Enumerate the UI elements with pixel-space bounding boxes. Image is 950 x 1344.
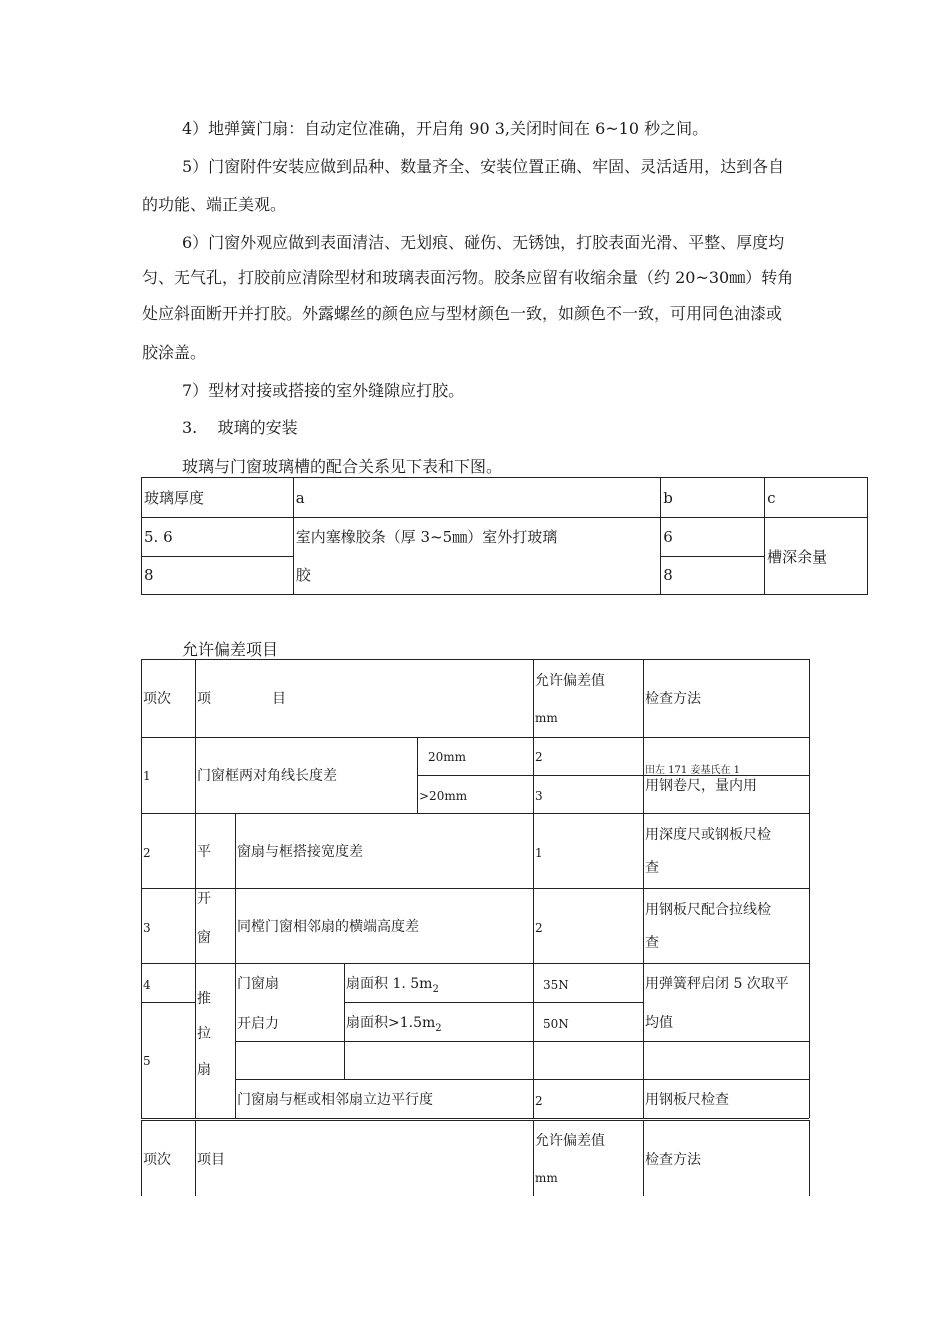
row1-no: 1: [143, 769, 151, 783]
category-push-1: 推: [197, 991, 211, 1007]
row1-value-1: 2: [535, 750, 543, 764]
cell-thickness-1: 5. 6: [142, 518, 294, 557]
tolerance-title: 允许偏差项目: [182, 640, 279, 659]
header-a: a: [293, 478, 660, 518]
header-tolerance: 允许偏差值: [535, 673, 605, 689]
row4-no: 4: [143, 978, 151, 992]
row1-spec-2: >20mm: [419, 789, 468, 803]
row4-spec-1: [346, 975, 439, 999]
category-push-3: 扇: [197, 1062, 211, 1078]
header-item-no: 项次: [143, 691, 171, 707]
row4-spec-1-text: 扇面积 1. 5m: [346, 976, 433, 992]
table-row: [142, 478, 868, 518]
cell-a-description: [293, 518, 660, 595]
row3-item: 同樘门窗相邻扇的横端高度差: [237, 919, 419, 935]
paragraph-7: 7）型材对接或搭接的室外缝隙应打胶。: [182, 381, 465, 400]
row5-item: 门窗扇与框或相邻扇立边平行度: [237, 1092, 433, 1108]
row3-value: 2: [535, 921, 543, 935]
paragraph-4: 4）地弹簧门扇：自动定位准确，开启角 90 3,关闭时间在 6~10 秒之间。: [182, 119, 709, 138]
row4-value-1: 35N: [543, 978, 569, 992]
category-open-1: 开: [197, 891, 211, 907]
footer-header-tolerance-unit: mm: [535, 1171, 558, 1185]
header-glass-thickness: 玻璃厚度: [142, 478, 294, 518]
paragraph-6-line-3: 处应斜面断开并打胶。外露螺丝的颜色应与型材颜色一致，如颜色不一致，可用同色油漆或: [142, 304, 783, 323]
paragraph-5-line-1: 5）门窗附件安装应做到品种、数量齐全、安装位置正确、牢固、灵活适用，达到各自: [182, 157, 785, 176]
cell-thickness-2: 8: [142, 556, 294, 595]
row1-method-1: 田左 171 妾基氏在 1: [645, 765, 740, 776]
row1-value-2: 3: [535, 789, 543, 803]
row4-spec-2-sub: 2: [435, 1022, 442, 1034]
row4-method-1: 用弹簧秤启闭 5 次取平: [645, 976, 789, 992]
paragraph-6-line-1: 6）门窗外观应做到表面清洁、无划痕、碰伤、无锈蚀，打胶表面光滑、平整、厚度均: [182, 233, 785, 252]
row2-no: 2: [143, 846, 151, 860]
cell-b-1: 6: [661, 518, 765, 557]
header-item-a: 项: [197, 691, 211, 707]
header-c: c: [765, 478, 868, 518]
row4-spec-2-text: 扇面积>1.5m: [346, 1015, 436, 1031]
cell-c-slot-depth: 槽深余量: [765, 518, 868, 595]
cell-a-line-2: 胶: [295, 566, 311, 584]
row1-item: 门窗框两对角线长度差: [197, 768, 337, 784]
category-push-2: 拉: [197, 1026, 211, 1042]
row1-spec-1: 20mm: [428, 750, 467, 764]
row2-method-2: 查: [645, 860, 659, 876]
row5-value: 2: [535, 1094, 543, 1108]
row5-no: 5: [143, 1054, 151, 1068]
header-method: 检查方法: [645, 691, 701, 707]
footer-header-tolerance: 允许偏差值: [535, 1133, 605, 1149]
paragraph-6-line-2: 匀、无气孔，打胶前应清除型材和玻璃表面污物。胶条应留有收缩余量（约 20~30㎜）转角: [142, 268, 794, 287]
category-flat: 平: [197, 844, 211, 860]
header-tolerance-unit: mm: [535, 711, 558, 725]
paragraph-5-line-2: 的功能、端正美观。: [142, 195, 287, 214]
row3-method-1: 用钢板尺配合拉线检: [645, 902, 771, 918]
row4-spec-2: [346, 1014, 442, 1038]
cell-b-2: 8: [661, 556, 765, 595]
row4-item-2: 开启力: [237, 1016, 279, 1032]
row3-method-2: 查: [645, 935, 659, 951]
table-row: [142, 518, 868, 557]
row4-item-1: 门窗扇: [237, 976, 279, 992]
section-heading-glass-install: 3. 玻璃的安装: [182, 418, 298, 437]
row3-no: 3: [143, 921, 151, 935]
header-b: b: [661, 478, 765, 518]
cell-a-line-1: 室内塞橡胶条（厚 3~5㎜）室外打玻璃: [295, 528, 558, 546]
footer-header-method: 检查方法: [645, 1152, 701, 1168]
footer-header-item-no: 项次: [143, 1152, 171, 1168]
row4-spec-1-sub: 2: [432, 983, 439, 995]
footer-header-item: 项目: [197, 1152, 225, 1168]
row5-method: 用钢板尺检查: [645, 1092, 729, 1108]
row4-value-2: 50N: [543, 1017, 569, 1031]
glass-table-intro: 玻璃与门窗玻璃槽的配合关系见下表和下图。: [182, 457, 503, 476]
row1-method-2: 用钢卷尺，量内用: [645, 778, 757, 794]
paragraph-6-line-4: 胶涂盖。: [142, 343, 207, 362]
glass-fit-table: [141, 477, 868, 595]
row2-item: 窗扇与框搭接宽度差: [237, 844, 363, 860]
row4-method-2: 均值: [645, 1015, 673, 1031]
header-item-b: 目: [272, 691, 286, 707]
category-open-2: 窗: [197, 930, 211, 946]
row2-method-1: 用深度尺或钢板尺检: [645, 827, 771, 843]
row2-value: 1: [535, 846, 543, 860]
